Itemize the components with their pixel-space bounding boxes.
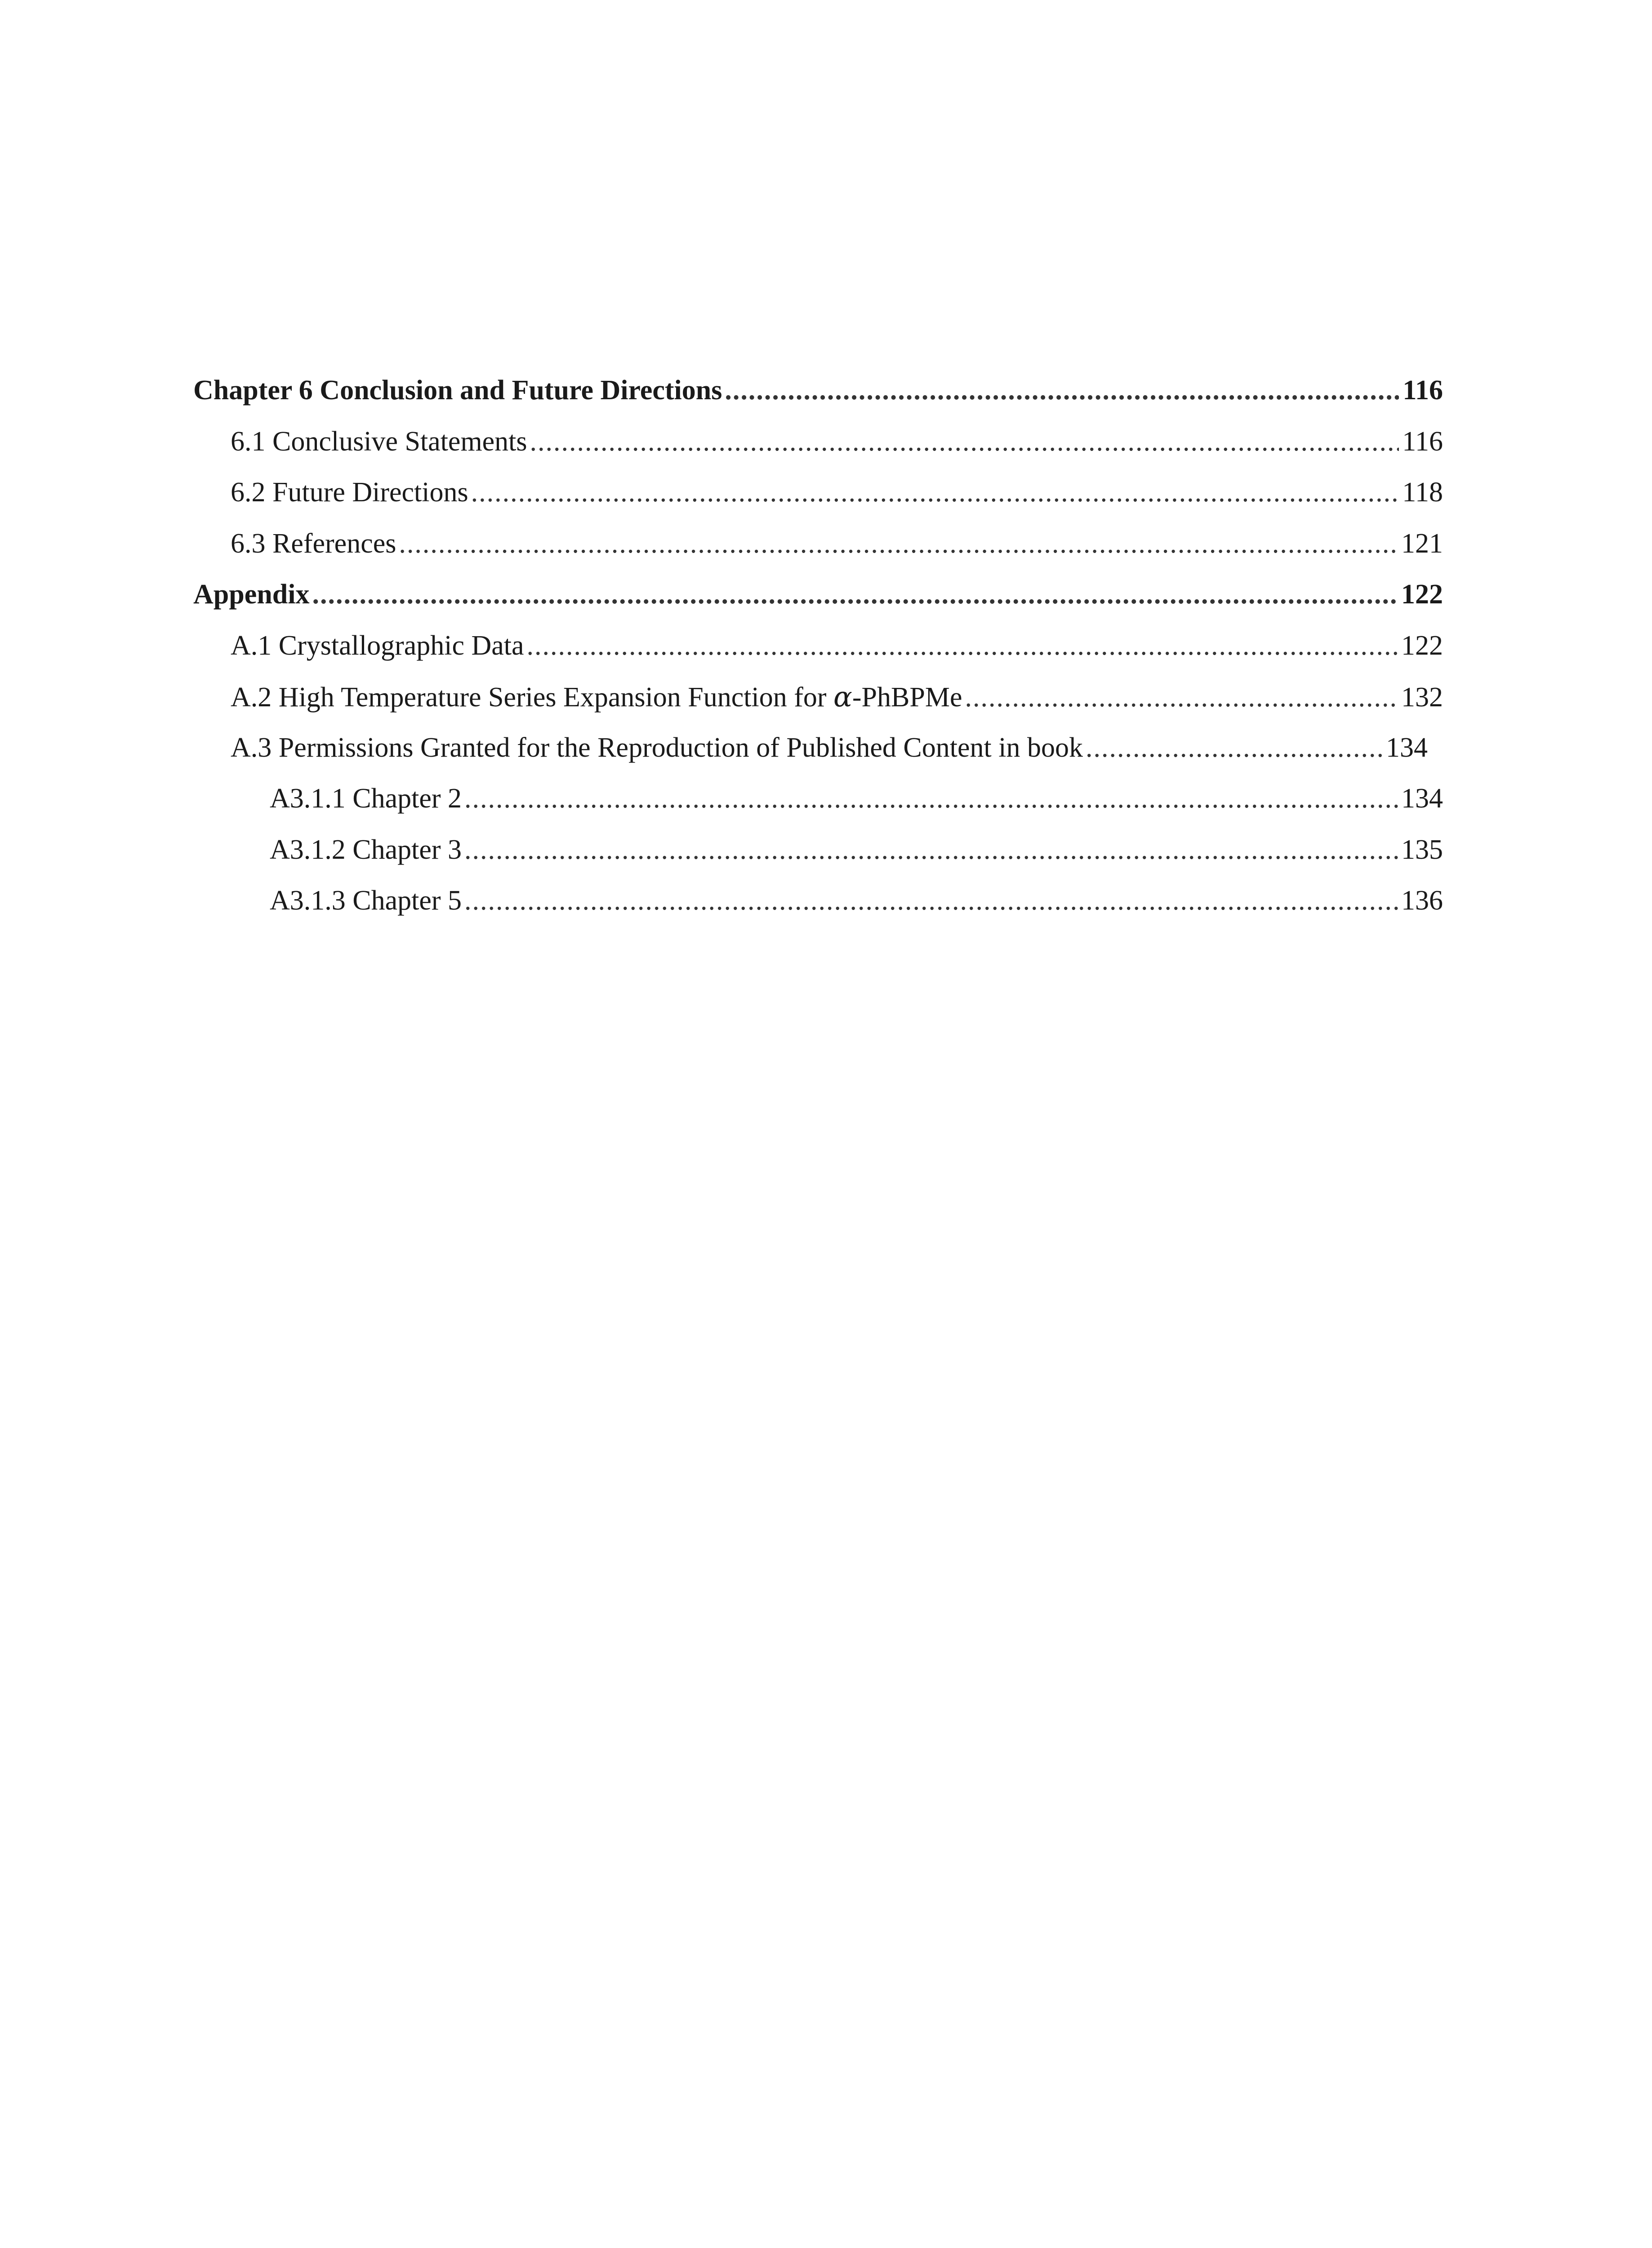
dot-leader bbox=[464, 773, 1398, 825]
toc-entry-6-1[interactable] bbox=[193, 416, 1443, 468]
toc-entry-appendix[interactable] bbox=[193, 569, 1443, 620]
toc-entry-page: 121 bbox=[1401, 528, 1443, 559]
toc-entry-title: 6.1 Conclusive Statements bbox=[231, 426, 527, 457]
toc-entry-6-2[interactable] bbox=[193, 467, 1443, 518]
toc-entry-a-3[interactable] bbox=[193, 723, 1443, 774]
toc-entry-title bbox=[231, 671, 962, 723]
toc-entry-title: A.3 Permissions Granted for the Reproduction of Published Content in book bbox=[231, 732, 1083, 763]
toc-entry-title: A.1 Crystallographic Data bbox=[231, 630, 524, 661]
toc-entry-title-prefix: A.2 High Temperature Series Expansion Function for bbox=[231, 682, 834, 713]
toc-entry-page: 116 bbox=[1403, 375, 1443, 406]
toc-entry-title: Appendix bbox=[193, 579, 310, 610]
toc-entry-title: A3.1.1 Chapter 2 bbox=[270, 783, 462, 814]
toc-entry-a3-1-1[interactable] bbox=[193, 773, 1443, 825]
toc-entry-page: 134 bbox=[1401, 783, 1443, 814]
toc-entry-a-2[interactable] bbox=[193, 671, 1443, 723]
toc-entry-page: 132 bbox=[1401, 682, 1443, 713]
dot-leader bbox=[530, 416, 1399, 468]
toc-entry-page: 136 bbox=[1401, 885, 1443, 916]
toc-entry-title: 6.3 References bbox=[231, 528, 396, 559]
toc-entry-page: 134 bbox=[1386, 732, 1428, 763]
toc-entry-title: A3.1.2 Chapter 3 bbox=[270, 834, 462, 865]
dot-leader bbox=[312, 569, 1398, 620]
dot-leader bbox=[725, 365, 1399, 416]
toc-entry-page: 118 bbox=[1402, 477, 1443, 508]
alpha-symbol: α bbox=[833, 680, 852, 713]
toc-entry-page: 122 bbox=[1401, 630, 1443, 661]
toc-entry-page: 116 bbox=[1402, 426, 1443, 457]
dot-leader bbox=[965, 672, 1398, 723]
toc-entry-page: 135 bbox=[1401, 834, 1443, 865]
toc-entry-title-suffix: -PhBPMe bbox=[852, 682, 962, 713]
toc-entry-page: 122 bbox=[1401, 579, 1443, 610]
dot-leader bbox=[464, 825, 1398, 876]
table-of-contents bbox=[193, 365, 1443, 927]
toc-entry-title: 6.2 Future Directions bbox=[231, 477, 468, 508]
toc-entry-6-3[interactable] bbox=[193, 518, 1443, 570]
toc-entry-a-1[interactable] bbox=[193, 620, 1443, 672]
toc-entry-a3-1-3[interactable] bbox=[193, 875, 1443, 927]
dot-leader bbox=[399, 518, 1398, 570]
dot-leader bbox=[1086, 723, 1383, 774]
dot-leader bbox=[527, 620, 1398, 672]
dot-leader bbox=[471, 467, 1399, 518]
toc-entry-a3-1-2[interactable] bbox=[193, 825, 1443, 876]
toc-entry-chapter-6[interactable] bbox=[193, 365, 1443, 416]
toc-entry-title: Chapter 6 Conclusion and Future Directions bbox=[193, 375, 722, 406]
toc-entry-title: A3.1.3 Chapter 5 bbox=[270, 885, 462, 916]
dot-leader bbox=[464, 875, 1398, 927]
